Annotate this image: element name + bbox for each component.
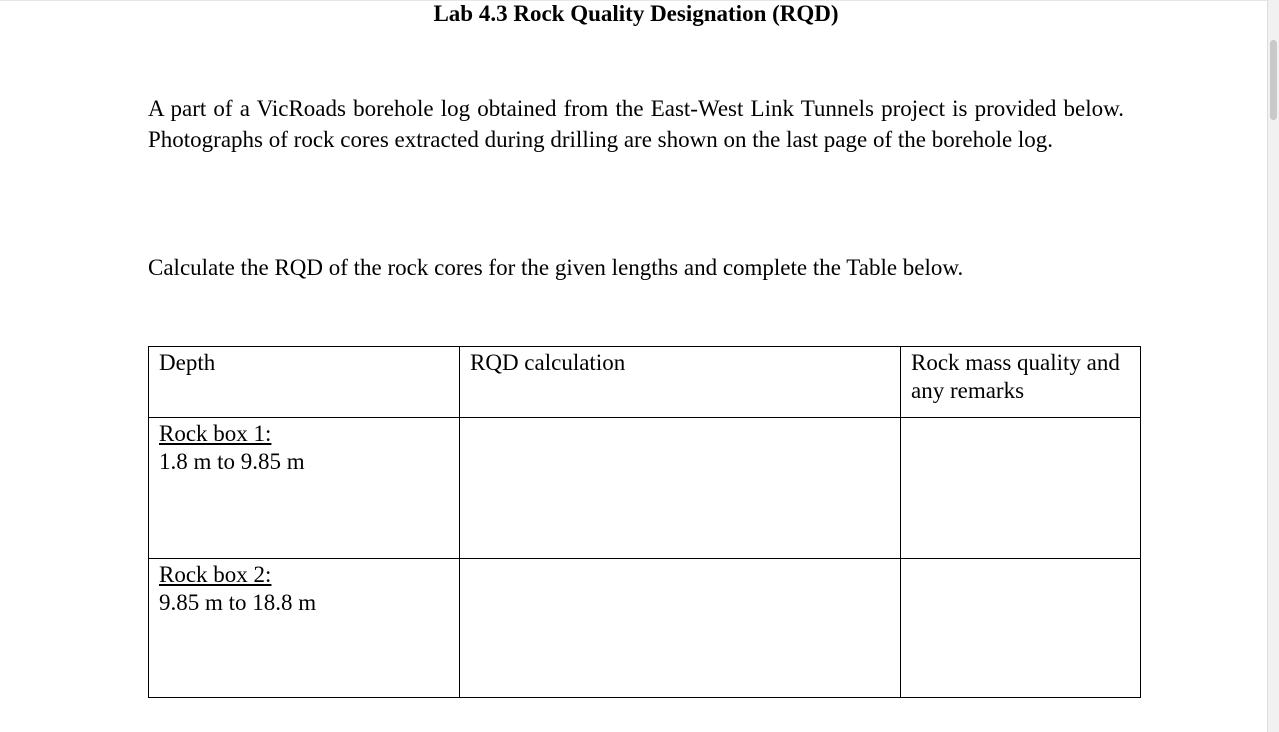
depth-cell <box>149 559 460 698</box>
depth-cell <box>149 418 460 559</box>
rock-box-range: 1.8 m to 9.85 m <box>159 449 305 474</box>
remarks-cell <box>901 559 1141 698</box>
table-row <box>149 418 1141 559</box>
scrollbar-thumb[interactable] <box>1270 40 1277 120</box>
rock-box-title: Rock box 1: <box>159 421 272 446</box>
intro-paragraph: A part of a VicRoads borehole log obtained from the East-West Link Tunnels project is provided below. Photographs of rock cores extracted during drilling are shown on the last page of the borehole log. <box>148 96 1124 152</box>
table-header-row <box>149 347 1141 418</box>
vertical-scrollbar[interactable] <box>1267 0 1279 732</box>
rqd-calculation-cell <box>460 559 901 698</box>
rqd-table <box>148 346 1141 698</box>
rock-box-title: Rock box 2: <box>159 562 272 587</box>
instruction-paragraph: Calculate the RQD of the rock cores for the given lengths and complete the Table below. <box>148 255 964 280</box>
rock-box-range: 9.85 m to 18.8 m <box>159 590 317 615</box>
table-row <box>149 559 1141 698</box>
remarks-cell <box>901 418 1141 559</box>
header-rock-mass-quality: Rock mass quality and any remarks <box>901 347 1141 418</box>
header-depth: Depth <box>149 347 460 418</box>
rqd-calculation-cell <box>460 418 901 559</box>
page-title: Lab 4.3 Rock Quality Designation (RQD) <box>433 1 839 26</box>
header-rqd-calculation: RQD calculation <box>460 347 901 418</box>
